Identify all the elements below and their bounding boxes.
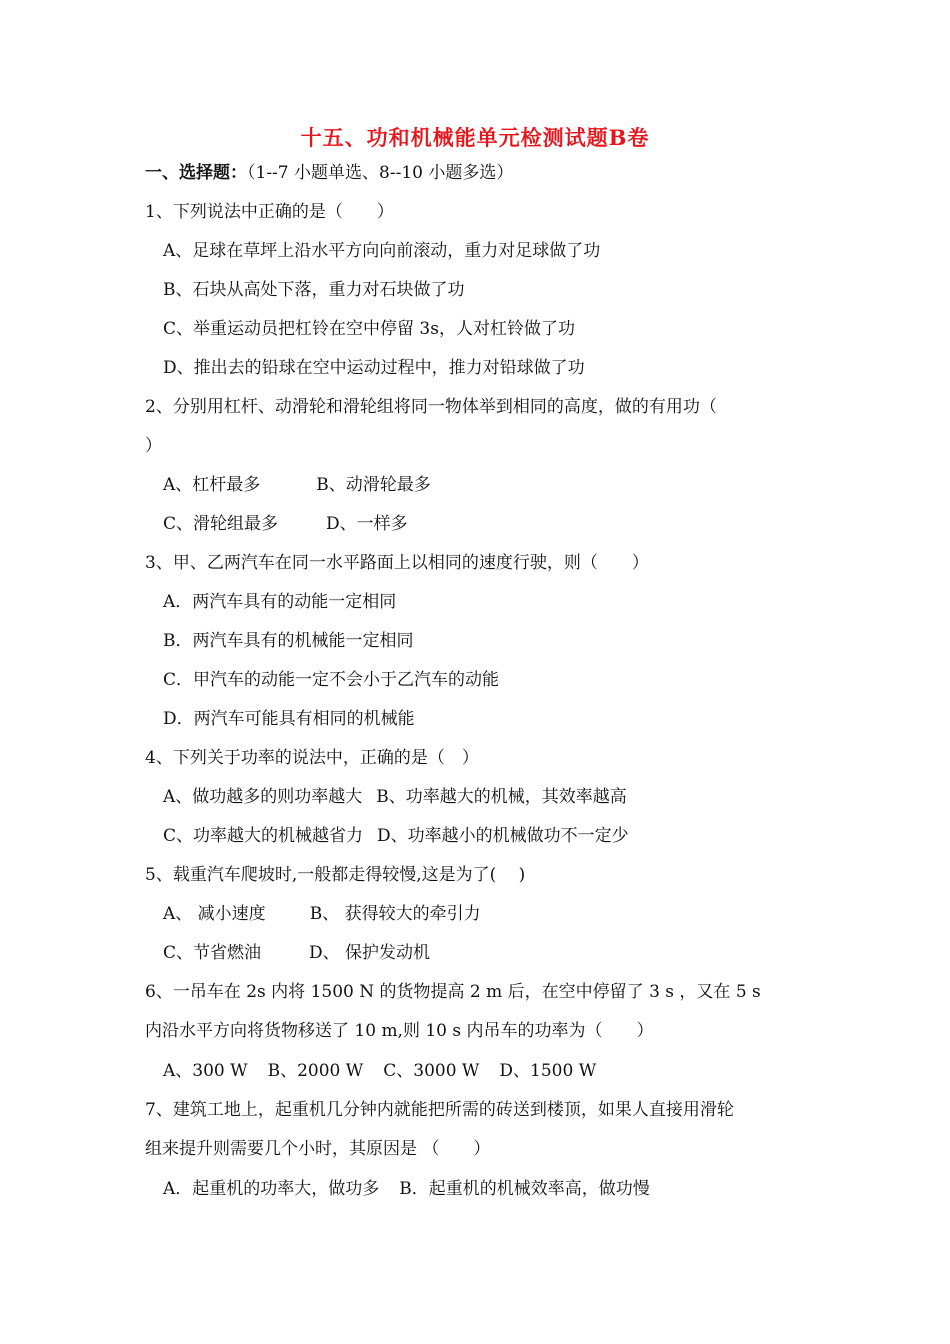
section-note: （1--7 小题单选、8--10 小题多选） <box>247 163 514 183</box>
question-4-stem: 4、下列关于功率的说法中，正确的是（ ） <box>145 748 479 768</box>
section-heading-line <box>145 161 513 185</box>
question-1-option-b: B、石块从高处下落，重力对石块做了功 <box>163 280 465 300</box>
question-6-option-a: A、300 W <box>163 1061 248 1081</box>
question-1-option-c: C、举重运动员把杠铃在空中停留 3s，人对杠铃做了功 <box>163 319 575 339</box>
question-7-stem: 7、建筑工地上，起重机几分钟内就能把所需的砖送到楼顶，如果人直接用滑轮 <box>145 1100 734 1120</box>
question-1-stem: 1、下列说法中正确的是（ ） <box>145 202 394 222</box>
question-3-stem: 3、甲、乙两汽车在同一水平路面上以相同的速度行驶，则（ ） <box>145 553 649 573</box>
question-2-option-d: D、一样多 <box>326 514 408 534</box>
question-7-options-row <box>163 1177 650 1201</box>
question-2-options-row-1 <box>163 473 431 497</box>
question-6-option-d: D、1500 W <box>499 1061 597 1081</box>
question-1-option-a: A、足球在草坪上沿水平方向向前滚动，重力对足球做了功 <box>163 241 601 261</box>
question-4-option-a: A、做功越多的则功率越大 <box>163 787 363 807</box>
section-heading: 一、选择题： <box>145 163 247 183</box>
question-4-options-row-2 <box>163 824 629 848</box>
question-2-option-c: C、滑轮组最多 <box>163 514 279 534</box>
question-5-option-b: B、 获得较大的牵引力 <box>309 904 481 924</box>
question-4-option-c: C、功率越大的机械越省力 <box>163 826 364 846</box>
question-3-option-c: C．甲汽车的动能一定不会小于乙汽车的动能 <box>163 670 500 690</box>
question-3-option-d: D．两汽车可能具有相同的机械能 <box>163 709 415 729</box>
question-6-options-row <box>163 1059 596 1083</box>
question-2-stem: 2、分别用杠杆、动滑轮和滑轮组将同一物体举到相同的高度，做的有用功（ <box>145 397 717 417</box>
question-2-option-a: A、杠杆最多 <box>163 475 261 495</box>
question-7-option-a: A．起重机的功率大，做功多 <box>163 1179 380 1199</box>
question-4-option-d: D、功率越小的机械做功不一定少 <box>377 826 629 846</box>
question-5-option-a: A、 减小速度 <box>163 904 266 924</box>
question-5-stem: 5、载重汽车爬坡时,一般都走得较慢,这是为了( ) <box>145 865 526 885</box>
question-7-stem-continued: 组来提升则需要几个小时，其原因是 （ ） <box>145 1139 491 1159</box>
question-7-option-b: B．起重机的机械效率高，做功慢 <box>399 1179 650 1199</box>
question-5-option-c: C、节省燃油 <box>163 943 262 963</box>
question-6-stem: 6、一吊车在 2s 内将 1500 N 的货物提高 2 m 后，在空中停留了 3 s ，又在 5 s <box>145 982 761 1002</box>
document-title: 十五、功和机械能单元检测试题B卷 <box>300 125 650 150</box>
question-6-stem-continued: 内沿水平方向将货物移送了 10 m,则 10 s 内吊车的功率为（ ） <box>145 1021 654 1041</box>
question-6-option-c: C、3000 W <box>383 1061 480 1081</box>
question-2-options-row-2 <box>163 512 408 536</box>
question-5-options-row-1 <box>163 902 481 926</box>
question-3-option-a: A．两汽车具有的动能一定相同 <box>163 592 397 612</box>
question-5-options-row-2 <box>163 941 430 965</box>
question-4-options-row-1 <box>163 785 627 809</box>
question-2-stem-continued: ） <box>145 436 162 456</box>
question-1-option-d: D、推出去的铅球在空中运动过程中，推力对铅球做了功 <box>163 358 585 378</box>
question-5-option-d: D、 保护发动机 <box>309 943 431 963</box>
question-6-option-b: B、2000 W <box>267 1061 364 1081</box>
question-2-option-b: B、动滑轮最多 <box>316 475 431 495</box>
question-4-option-b: B、功率越大的机械，其效率越高 <box>376 787 627 807</box>
question-3-option-b: B．两汽车具有的机械能一定相同 <box>163 631 414 651</box>
